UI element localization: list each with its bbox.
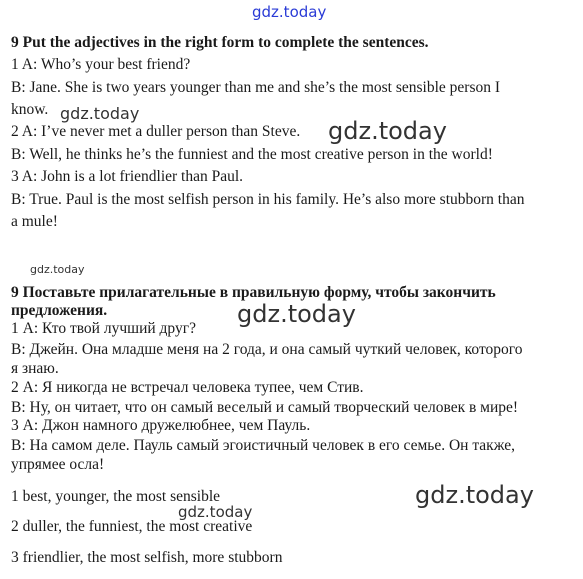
translation-line: В: На самом деле. Пауль самый эгоистичный человек в его семье. Он также, bbox=[11, 437, 515, 454]
watermark: gdz.today bbox=[178, 503, 253, 521]
dialogue-line: 2 A: I’ve never met a duller person than Steve. bbox=[11, 123, 301, 140]
dialogue-line: 1 A: Who’s your best friend? bbox=[11, 56, 191, 73]
answer-line: 1 best, younger, the most sensible bbox=[11, 488, 221, 505]
translation-line: 3 А: Джон намного дружелюбнее, чем Пауль. bbox=[11, 417, 311, 434]
translation-line: В: Ну, он читает, что он самый веселый и самый творческий человек в мире! bbox=[11, 399, 519, 416]
dialogue-line: B: True. Paul is the most selfish person in his family. He’s also more stubborn than bbox=[11, 191, 525, 208]
dialogue-line: B: Well, he thinks he’s the funniest and the most creative person in the world! bbox=[11, 146, 493, 163]
answer-line: 2 duller, the funniest, the most creative bbox=[11, 518, 253, 535]
watermark: gdz.today bbox=[30, 263, 85, 276]
watermark: gdz.today bbox=[328, 117, 447, 145]
watermark-top: gdz.today bbox=[252, 3, 327, 21]
translation-line: я знаю. bbox=[11, 360, 59, 377]
dialogue-line: know. bbox=[11, 101, 49, 118]
translation-line: В: Джейн. Она младше меня на 2 года, и она самый чуткий человек, которого bbox=[11, 341, 523, 358]
translation-line: 1 А: Кто твой лучший друг? bbox=[11, 320, 196, 337]
watermark: gdz.today bbox=[415, 481, 534, 509]
dialogue-line: a mule! bbox=[11, 213, 58, 230]
exercise-heading-ru: 9 Поставьте прилагательные в правильную форму, чтобы закончить bbox=[11, 284, 496, 301]
dialogue-line: 3 A: John is a lot friendlier than Paul. bbox=[11, 168, 244, 185]
translation-line: упрямее осла! bbox=[11, 456, 105, 473]
watermark: gdz.today bbox=[60, 104, 140, 123]
dialogue-line: B: Jane. She is two years younger than me and she’s the most sensible person I bbox=[11, 79, 501, 96]
exercise-heading-en: 9 Put the adjectives in the right form to complete the sentences. bbox=[11, 34, 429, 51]
exercise-heading-ru-cont: предложения. bbox=[11, 302, 108, 319]
watermark: gdz.today bbox=[237, 300, 356, 328]
translation-line: 2 А: Я никогда не встречал человека тупее, чем Стив. bbox=[11, 379, 364, 396]
answer-line: 3 friendlier, the most selfish, more stubborn bbox=[11, 549, 283, 566]
